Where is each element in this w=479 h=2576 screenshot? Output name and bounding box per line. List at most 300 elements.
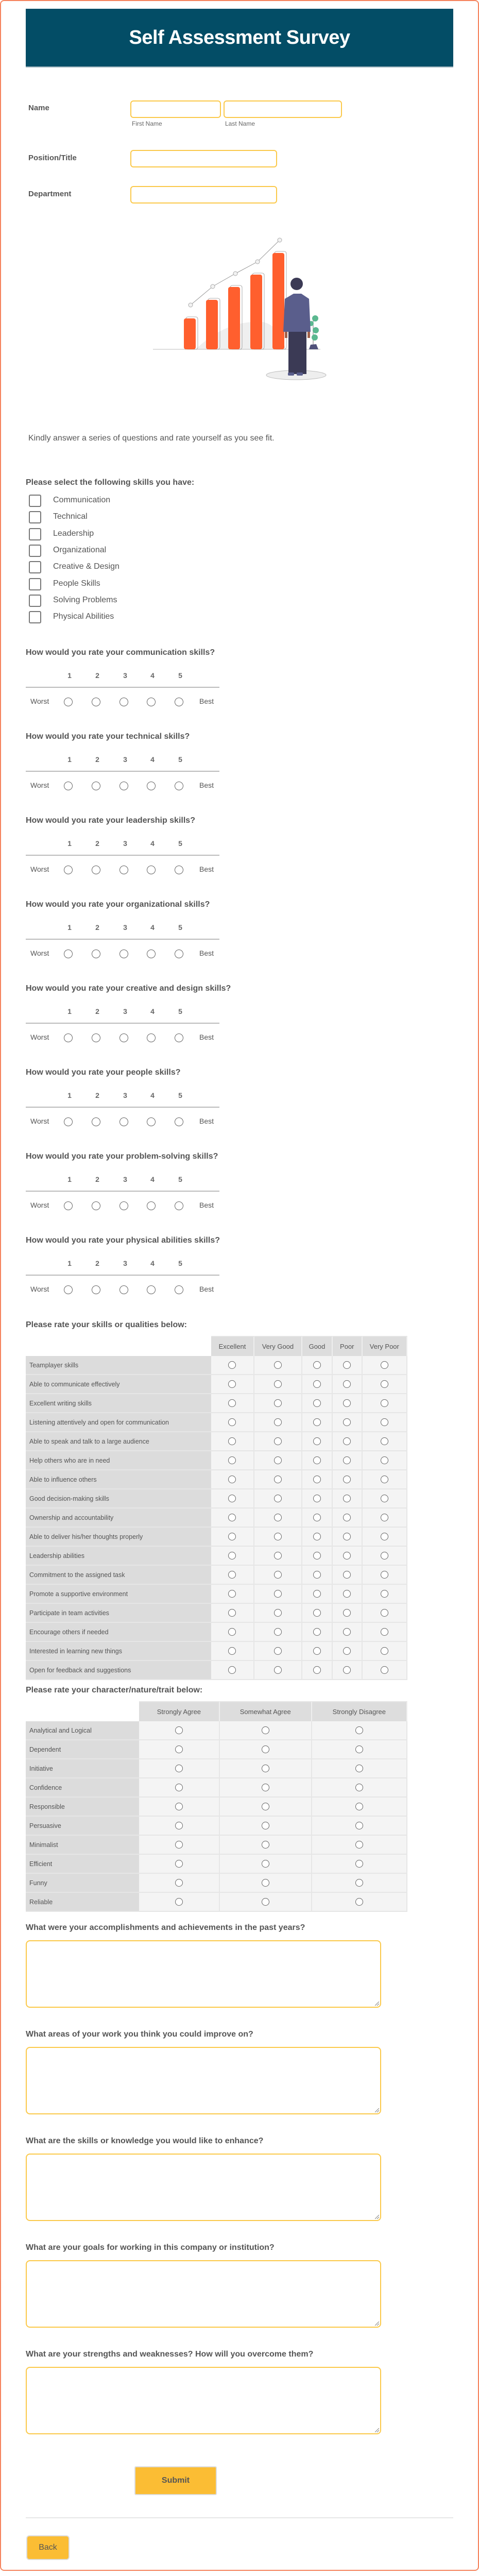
matrix-column-header: Poor (333, 1336, 363, 1356)
matrix-radio[interactable] (313, 1647, 321, 1655)
rating-radio[interactable] (64, 1033, 73, 1042)
rating-radio[interactable] (119, 1285, 128, 1294)
matrix-header-row (26, 1336, 407, 1356)
rating-radio[interactable] (147, 1117, 156, 1126)
matrix-radio[interactable] (274, 1514, 282, 1521)
matrix-radio[interactable] (381, 1628, 388, 1636)
matrix-radio[interactable] (274, 1418, 282, 1426)
matrix-radio[interactable] (274, 1666, 282, 1674)
matrix-cell (333, 1394, 363, 1413)
matrix-radio[interactable] (343, 1590, 351, 1598)
matrix-row (26, 1451, 407, 1470)
matrix-cell (363, 1604, 407, 1623)
matrix-cell (312, 1721, 407, 1740)
rating-radio[interactable] (92, 1201, 100, 1210)
rating-radio[interactable] (64, 950, 73, 958)
matrix-cell (363, 1528, 407, 1547)
last-name-input[interactable] (224, 100, 342, 118)
scale-number: 5 (178, 1259, 182, 1267)
open-question-textarea[interactable] (26, 2154, 381, 2221)
matrix-row (26, 1413, 407, 1432)
matrix-cell (333, 1604, 363, 1623)
matrix-row (26, 1642, 407, 1661)
matrix-cell (220, 1855, 312, 1874)
matrix-radio[interactable] (274, 1399, 282, 1407)
resize-handle-icon[interactable] (375, 2321, 379, 2326)
rating-radio[interactable] (175, 1033, 183, 1042)
matrix-radio[interactable] (228, 1590, 236, 1598)
rating-radio[interactable] (92, 782, 100, 790)
rating-radio[interactable] (119, 1117, 128, 1126)
matrix-radio[interactable] (313, 1418, 321, 1426)
department-input[interactable] (130, 186, 277, 204)
matrix-cell (302, 1642, 333, 1661)
matrix-radio[interactable] (175, 1803, 183, 1810)
skill-checkbox[interactable] (29, 528, 41, 540)
matrix-cell (139, 1721, 220, 1740)
scale-divider (26, 855, 219, 856)
matrix-radio[interactable] (262, 1822, 269, 1829)
back-button[interactable]: Back (26, 2535, 70, 2560)
rating-question-title: How would you rate your organizational skills? (26, 900, 210, 909)
form-header (26, 9, 453, 67)
matrix-row-label: Able to deliver his/her thoughts properly (26, 1528, 211, 1547)
matrix-row (26, 1604, 407, 1623)
matrix-cell (211, 1642, 254, 1661)
matrix-row (26, 1356, 407, 1375)
rating-radio[interactable] (64, 866, 73, 874)
scale-number: 4 (150, 755, 155, 764)
matrix-radio[interactable] (343, 1533, 351, 1540)
rating-radio[interactable] (147, 1201, 156, 1210)
rating-radio[interactable] (119, 950, 128, 958)
matrix-cell (363, 1394, 407, 1413)
scale-number: 5 (178, 755, 182, 764)
scale-worst-label: Worst (30, 1117, 49, 1125)
submit-button[interactable]: Submit (134, 2466, 217, 2495)
matrix-cell (139, 1817, 220, 1836)
matrix-cell (302, 1413, 333, 1432)
rating-radio[interactable] (64, 1201, 73, 1210)
scale-best-label: Best (199, 1117, 214, 1125)
matrix-radio[interactable] (274, 1609, 282, 1617)
matrix-radio[interactable] (343, 1571, 351, 1579)
matrix-cell (220, 1874, 312, 1893)
matrix-radio[interactable] (175, 1860, 183, 1868)
matrix-cell (254, 1489, 302, 1509)
matrix-row-label: Interested in learning new things (26, 1642, 211, 1661)
matrix-radio[interactable] (355, 1841, 363, 1849)
rating-radio[interactable] (119, 698, 128, 706)
skill-checkbox-label: Communication (53, 496, 111, 504)
illustration-bar (228, 287, 240, 349)
matrix-radio[interactable] (313, 1552, 321, 1560)
matrix-column-header: Very Good (254, 1336, 302, 1356)
matrix-radio[interactable] (228, 1399, 236, 1407)
matrix-radio[interactable] (313, 1456, 321, 1464)
matrix-radio[interactable] (175, 1841, 183, 1849)
matrix-radio[interactable] (343, 1495, 351, 1502)
scale-divider (26, 1275, 219, 1276)
matrix-radio[interactable] (381, 1590, 388, 1598)
scale-worst-label: Worst (30, 949, 49, 957)
matrix-radio[interactable] (381, 1571, 388, 1579)
matrix-radio[interactable] (343, 1666, 351, 1674)
matrix-cell (363, 1470, 407, 1489)
resize-handle-icon[interactable] (375, 2428, 379, 2432)
matrix-radio[interactable] (228, 1514, 236, 1521)
matrix-cell (312, 1740, 407, 1759)
resize-handle-icon[interactable] (375, 2108, 379, 2112)
rating-radio[interactable] (175, 698, 183, 706)
scale-number: 1 (67, 671, 72, 680)
matrix-radio[interactable] (381, 1361, 388, 1369)
matrix-radio[interactable] (381, 1647, 388, 1655)
open-question-textarea[interactable] (26, 2047, 381, 2114)
matrix-cell (220, 1778, 312, 1798)
matrix-radio[interactable] (343, 1647, 351, 1655)
skill-checkbox-label: Creative & Design (53, 562, 119, 571)
rating-radio[interactable] (119, 1033, 128, 1042)
matrix-radio[interactable] (313, 1666, 321, 1674)
matrix-radio[interactable] (262, 1841, 269, 1849)
matrix-row (26, 1778, 407, 1798)
rating-radio[interactable] (92, 1285, 100, 1294)
matrix-cell (333, 1375, 363, 1394)
matrix-cell (302, 1623, 333, 1642)
matrix-radio[interactable] (313, 1628, 321, 1636)
matrix-row (26, 1661, 407, 1680)
matrix-corner (26, 1336, 211, 1356)
scale-number: 1 (67, 1091, 72, 1099)
matrix-radio[interactable] (343, 1437, 351, 1445)
footer-divider (26, 2517, 453, 2518)
skill-checkbox-label: Physical Abilities (53, 612, 114, 621)
matrix-radio[interactable] (228, 1628, 236, 1636)
department-label: Department (28, 190, 72, 198)
matrix-row-label: Able to speak and talk to a large audience (26, 1432, 211, 1451)
matrix-radio[interactable] (228, 1380, 236, 1388)
matrix-radio[interactable] (228, 1533, 236, 1540)
matrix-radio[interactable] (274, 1533, 282, 1540)
scale-worst-label: Worst (30, 781, 49, 789)
matrix-radio[interactable] (262, 1879, 269, 1887)
matrix-cell (312, 1874, 407, 1893)
matrix-radio[interactable] (262, 1860, 269, 1868)
scale-number: 4 (150, 1175, 155, 1183)
matrix-radio[interactable] (274, 1456, 282, 1464)
matrix-radio[interactable] (381, 1552, 388, 1560)
matrix-radio[interactable] (355, 1803, 363, 1810)
rating-question-title: How would you rate your people skills? (26, 1068, 181, 1077)
matrix-radio[interactable] (228, 1571, 236, 1579)
matrix-radio[interactable] (228, 1437, 236, 1445)
skill-checkbox[interactable] (29, 595, 41, 607)
matrix-radio[interactable] (343, 1399, 351, 1407)
matrix-cell (211, 1547, 254, 1566)
matrix-radio[interactable] (274, 1571, 282, 1579)
matrix-radio[interactable] (313, 1609, 321, 1617)
matrix-radio[interactable] (175, 1784, 183, 1791)
rating-radio[interactable] (119, 782, 128, 790)
matrix-radio[interactable] (274, 1647, 282, 1655)
rating-radio[interactable] (175, 1201, 183, 1210)
matrix-radio[interactable] (228, 1609, 236, 1617)
matrix-radio[interactable] (343, 1380, 351, 1388)
matrix-radio[interactable] (228, 1456, 236, 1464)
matrix-row-label: Encourage others if needed (26, 1623, 211, 1642)
matrix-radio[interactable] (262, 1898, 269, 1906)
skill-checkbox[interactable] (29, 611, 41, 623)
matrix-radio[interactable] (313, 1571, 321, 1579)
scale-number: 1 (67, 1007, 72, 1015)
matrix-cell (333, 1489, 363, 1509)
matrix-radio[interactable] (355, 1784, 363, 1791)
matrix-radio[interactable] (381, 1399, 388, 1407)
matrix-cell (333, 1413, 363, 1432)
matrix-radio[interactable] (228, 1666, 236, 1674)
rating-radio[interactable] (92, 1117, 100, 1126)
skill-checkbox[interactable] (29, 578, 41, 590)
rating-radio[interactable] (92, 950, 100, 958)
rating-radio[interactable] (147, 782, 156, 790)
matrix-radio[interactable] (228, 1476, 236, 1483)
matrix-radio[interactable] (274, 1476, 282, 1483)
matrix-cell (211, 1413, 254, 1432)
matrix-cell (312, 1778, 407, 1798)
matrix-cell (312, 1817, 407, 1836)
matrix-cell (211, 1604, 254, 1623)
matrix-radio[interactable] (381, 1476, 388, 1483)
matrix-radio[interactable] (262, 1784, 269, 1791)
resize-handle-icon[interactable] (375, 2002, 379, 2006)
matrix-radio[interactable] (355, 1898, 363, 1906)
matrix-cell (254, 1356, 302, 1375)
rating-radio[interactable] (64, 1285, 73, 1294)
matrix-radio[interactable] (381, 1495, 388, 1502)
rating-radio[interactable] (92, 866, 100, 874)
rating-radio[interactable] (92, 698, 100, 706)
matrix-radio[interactable] (262, 1803, 269, 1810)
matrix-row-label: Responsible (26, 1798, 139, 1817)
matrix-cell (254, 1413, 302, 1432)
matrix-cell (254, 1642, 302, 1661)
matrix-radio[interactable] (355, 1822, 363, 1829)
matrix-cell (254, 1604, 302, 1623)
open-question-textarea[interactable] (26, 1940, 381, 2008)
matrix-radio[interactable] (175, 1879, 183, 1887)
matrix-radio[interactable] (343, 1476, 351, 1483)
matrix-radio[interactable] (343, 1552, 351, 1560)
matrix-cell (211, 1661, 254, 1680)
matrix-cell (363, 1375, 407, 1394)
scale-number: 3 (123, 839, 127, 848)
position-input[interactable] (130, 150, 277, 167)
matrix-row (26, 1623, 407, 1642)
matrix-cell (254, 1432, 302, 1451)
matrix-radio[interactable] (343, 1609, 351, 1617)
matrix-radio[interactable] (355, 1860, 363, 1868)
matrix-cell (312, 1893, 407, 1912)
rating-question-title: How would you rate your physical abilities skills? (26, 1236, 220, 1245)
rating-radio[interactable] (175, 1285, 183, 1294)
matrix-radio[interactable] (262, 1726, 269, 1734)
matrix-radio[interactable] (313, 1533, 321, 1540)
matrix-cell (333, 1356, 363, 1375)
matrix-cell (254, 1528, 302, 1547)
open-question-textarea[interactable] (26, 2260, 381, 2328)
matrix-radio[interactable] (343, 1456, 351, 1464)
matrix-cell (302, 1547, 333, 1566)
scale-number: 4 (150, 1259, 155, 1267)
scale-divider (26, 1023, 219, 1024)
matrix-radio[interactable] (381, 1609, 388, 1617)
matrix-row (26, 1528, 407, 1547)
matrix-radio[interactable] (175, 1745, 183, 1753)
rating-radio[interactable] (147, 866, 156, 874)
matrix-radio[interactable] (274, 1361, 282, 1369)
rating-radio[interactable] (119, 866, 128, 874)
rating-radio[interactable] (147, 1285, 156, 1294)
matrix-cell (363, 1661, 407, 1680)
matrix-radio[interactable] (355, 1745, 363, 1753)
rating-radio[interactable] (175, 1117, 183, 1126)
matrix-radio[interactable] (175, 1898, 183, 1906)
matrix-row (26, 1759, 407, 1778)
matrix-cell (363, 1566, 407, 1585)
matrix-cell (254, 1661, 302, 1680)
matrix-radio[interactable] (343, 1361, 351, 1369)
matrix-cell (211, 1394, 254, 1413)
matrix-corner (26, 1701, 139, 1721)
matrix-radio[interactable] (355, 1726, 363, 1734)
rating-radio[interactable] (175, 782, 183, 790)
matrix-radio[interactable] (313, 1380, 321, 1388)
matrix-radio[interactable] (381, 1418, 388, 1426)
matrix-radio[interactable] (175, 1822, 183, 1829)
first-name-input[interactable] (130, 100, 221, 118)
matrix-radio[interactable] (313, 1437, 321, 1445)
matrix-radio[interactable] (274, 1437, 282, 1445)
matrix-radio[interactable] (381, 1456, 388, 1464)
matrix-radio[interactable] (228, 1418, 236, 1426)
matrix-row-label: Efficient (26, 1855, 139, 1874)
matrix-radio[interactable] (381, 1437, 388, 1445)
skill-checkbox[interactable] (29, 561, 41, 573)
rating-radio[interactable] (119, 1201, 128, 1210)
scale-divider (26, 939, 219, 940)
matrix-radio[interactable] (381, 1533, 388, 1540)
scale-number: 3 (123, 1175, 127, 1183)
resize-handle-icon[interactable] (375, 2215, 379, 2219)
matrix-radio[interactable] (355, 1879, 363, 1887)
scale-number: 5 (178, 1007, 182, 1015)
matrix-radio[interactable] (274, 1495, 282, 1502)
matrix-radio[interactable] (228, 1495, 236, 1502)
matrix-radio[interactable] (381, 1666, 388, 1674)
matrix-cell (363, 1432, 407, 1451)
trait-matrix-title: Please rate your character/nature/trait below: (26, 1686, 203, 1694)
skill-checkbox[interactable] (29, 495, 41, 507)
matrix-radio[interactable] (262, 1765, 269, 1772)
matrix-row (26, 1509, 407, 1528)
matrix-cell (211, 1528, 254, 1547)
matrix-radio[interactable] (228, 1361, 236, 1369)
matrix-radio[interactable] (343, 1628, 351, 1636)
scale-divider (26, 771, 219, 772)
rating-radio[interactable] (64, 782, 73, 790)
skill-checkbox[interactable] (29, 545, 41, 557)
matrix-radio[interactable] (343, 1418, 351, 1426)
matrix-radio[interactable] (262, 1745, 269, 1753)
scale-divider (26, 1191, 219, 1192)
matrix-cell (333, 1432, 363, 1451)
matrix-radio[interactable] (313, 1590, 321, 1598)
matrix-row-label: Ownership and accountability (26, 1509, 211, 1528)
skill-checkbox[interactable] (29, 511, 41, 523)
rating-radio[interactable] (64, 1117, 73, 1126)
matrix-radio[interactable] (343, 1514, 351, 1521)
matrix-radio[interactable] (313, 1476, 321, 1483)
scale-best-label: Best (199, 865, 214, 873)
open-question-label: What are your goals for working in this company or institution? (26, 2243, 275, 2252)
matrix-radio[interactable] (313, 1399, 321, 1407)
matrix-radio[interactable] (381, 1380, 388, 1388)
scale-number: 4 (150, 839, 155, 848)
rating-radio[interactable] (92, 1033, 100, 1042)
matrix-radio[interactable] (313, 1361, 321, 1369)
matrix-radio[interactable] (274, 1552, 282, 1560)
matrix-radio[interactable] (274, 1380, 282, 1388)
skill-checkbox-label: Solving Problems (53, 595, 117, 604)
matrix-cell (254, 1547, 302, 1566)
rating-radio[interactable] (175, 950, 183, 958)
matrix-cell (363, 1356, 407, 1375)
matrix-cell (302, 1470, 333, 1489)
matrix-row-label: Participate in team activities (26, 1604, 211, 1623)
matrix-row (26, 1836, 407, 1855)
scale-best-label: Best (199, 949, 214, 957)
skills-matrix-table (26, 1336, 407, 1680)
scale-number: 2 (95, 1175, 99, 1183)
scale-number: 3 (123, 1007, 127, 1015)
matrix-row (26, 1893, 407, 1912)
rating-radio[interactable] (147, 698, 156, 706)
matrix-radio[interactable] (228, 1552, 236, 1560)
matrix-cell (220, 1798, 312, 1817)
matrix-radio[interactable] (381, 1514, 388, 1521)
matrix-radio[interactable] (313, 1495, 321, 1502)
matrix-radio[interactable] (228, 1647, 236, 1655)
matrix-cell (139, 1778, 220, 1798)
scale-number: 5 (178, 671, 182, 680)
matrix-radio[interactable] (313, 1514, 321, 1521)
matrix-row-label: Dependent (26, 1740, 139, 1759)
matrix-radio[interactable] (355, 1765, 363, 1772)
rating-radio[interactable] (147, 1033, 156, 1042)
rating-radio[interactable] (147, 950, 156, 958)
matrix-radio[interactable] (175, 1765, 183, 1772)
scale-number: 5 (178, 1175, 182, 1183)
open-question-textarea[interactable] (26, 2367, 381, 2434)
matrix-radio[interactable] (175, 1726, 183, 1734)
matrix-row-label: Teamplayer skills (26, 1356, 211, 1375)
rating-radio[interactable] (64, 698, 73, 706)
matrix-radio[interactable] (274, 1590, 282, 1598)
matrix-row-label: Leadership abilities (26, 1547, 211, 1566)
matrix-radio[interactable] (274, 1628, 282, 1636)
rating-radio[interactable] (175, 866, 183, 874)
